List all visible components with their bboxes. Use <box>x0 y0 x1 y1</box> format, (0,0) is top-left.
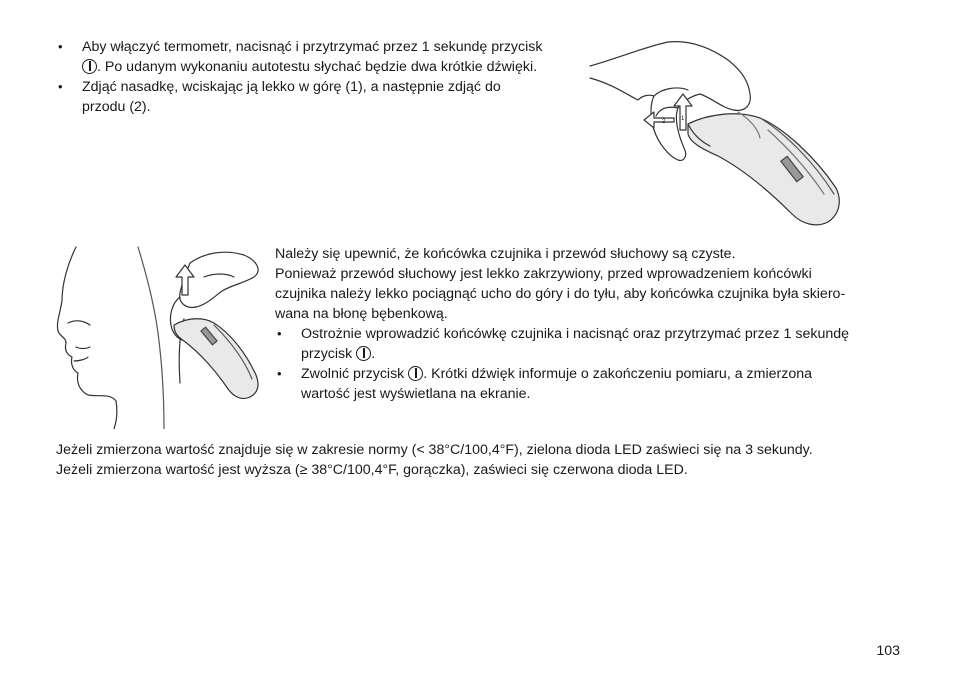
bullet4-line2: wartość jest wyświetlana na ekranie. <box>301 386 531 402</box>
list-item <box>275 324 915 364</box>
result-line2: Jeżeli zmierzona wartość jest wyższa (≥ 38°C/100,4°F, gorączka), zaświeci się czerwona dioda LED. <box>56 462 688 478</box>
para-line4: wana na błonę bębenkową. <box>275 306 448 322</box>
head-profile-icon <box>57 247 116 429</box>
power-button-icon <box>408 366 423 381</box>
figure-label-1: 1 <box>681 116 685 122</box>
section-power-on <box>56 37 596 117</box>
thermometer-icon <box>688 112 839 225</box>
instruction-list-2 <box>275 324 915 404</box>
list-item <box>56 77 596 117</box>
power-button-icon <box>82 59 97 74</box>
page-number: 103 <box>876 643 900 659</box>
result-line1: Jeżeli zmierzona wartość znajduje się w zakresie normy (< 38°C/100,4°F), zielona dioda LED zaświeci się na 3 sekundy. <box>56 442 813 458</box>
para-line1: Należy się upewnić, że końcówka czujnika i przewód słuchowy są czyste. <box>275 246 736 262</box>
intro-paragraph <box>275 244 915 324</box>
bullet4-text-b: . Krótki dźwięk informuje o zakończeniu pomiaru, a zmierzona <box>423 366 812 382</box>
arrow-left-icon <box>644 112 674 128</box>
para-line3: czujnika należy lekko pociągnąć ucho do góry i do tyłu, aby końcówka czujnika była skiero- <box>275 286 846 302</box>
thermometer-icon <box>174 319 258 399</box>
bullet3-line1: Ostrożnie wprowadzić końcówkę czujnika i nacisnąć oraz przytrzymać przez 1 sekundę <box>301 326 850 342</box>
instruction-list-1 <box>56 37 596 117</box>
para-line2: Ponieważ przewód słuchowy jest lekko zakrzywiony, przed wprowadzeniem końcówki <box>275 266 812 282</box>
bullet2-line1: Zdjąć nasadkę, wciskając ją lekko w górę (1), a następnie zdjąć do <box>82 79 501 95</box>
bullet1-text-a: Aby włączyć termometr, nacisnąć i przytrzymać przez 1 sekundę przycisk <box>82 39 543 55</box>
section-result-led <box>56 440 916 480</box>
figure-cap-removal <box>588 38 848 230</box>
bullet2-line2: przodu (2). <box>82 99 151 115</box>
bullet3-line2: przycisk <box>301 346 353 362</box>
figure-ear-measurement <box>54 243 264 429</box>
section-ear-insertion <box>275 244 915 404</box>
power-button-icon <box>356 346 371 361</box>
figure-label-2: 2 <box>662 119 666 125</box>
bullet3-end: . <box>371 346 376 362</box>
hand-icon <box>180 252 258 307</box>
list-item <box>56 37 596 77</box>
arrow-up-icon <box>176 265 194 295</box>
bullet4-text-a: Zwolnić przycisk <box>301 366 405 382</box>
bullet1-text-b: . Po udanym wykonaniu autotestu słychać będzie dwa krótkie dźwięki. <box>97 59 538 75</box>
list-item <box>275 364 915 404</box>
